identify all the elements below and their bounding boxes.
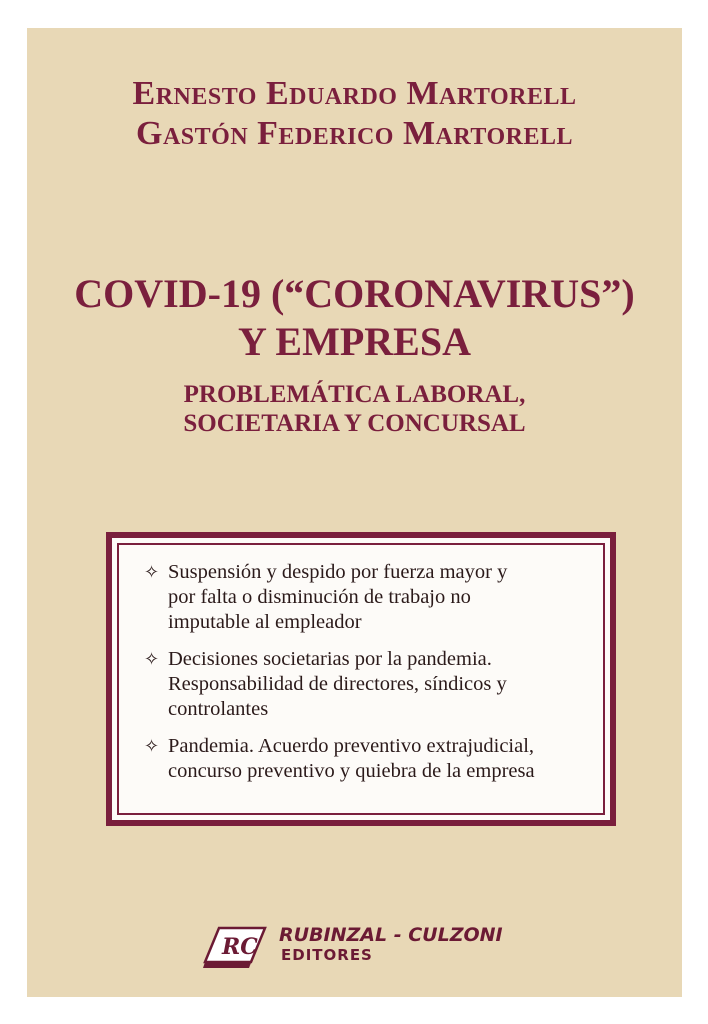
title-line-1: COVID-19 (“CORONAVIRUS”) xyxy=(74,271,635,316)
subtitle-line-2: SOCIETARIA Y CONCURSAL xyxy=(183,410,526,437)
list-item xyxy=(144,734,584,784)
list-item-line: imputable al empleador xyxy=(168,611,362,633)
topics-box xyxy=(106,532,616,826)
topics-list xyxy=(144,560,584,796)
publisher-name: RUBINZAL - CULZONI xyxy=(279,924,503,946)
sparkle-bullet-icon: ✧ xyxy=(144,562,160,582)
list-item-line: por falta o disminución de trabajo no xyxy=(168,586,471,608)
authors xyxy=(27,74,682,154)
sparkle-bullet-icon: ✧ xyxy=(144,736,160,756)
list-item-line: Responsabilidad de directores, síndicos y xyxy=(168,673,507,695)
book-title xyxy=(27,270,682,366)
list-item-line: controlantes xyxy=(168,698,269,720)
publisher-subtitle: EDITORES xyxy=(281,946,373,964)
book-cover xyxy=(27,28,682,997)
title-line-2: Y EMPRESA xyxy=(238,319,471,364)
list-item-line: concurso preventivo y quiebra de la empresa xyxy=(168,760,535,782)
list-item xyxy=(144,647,584,722)
list-item xyxy=(144,560,584,635)
list-item-line: Decisiones societarias por la pandemia. xyxy=(168,648,492,670)
list-item-line: Pandemia. Acuerdo preventivo extrajudicial, xyxy=(168,735,535,757)
list-item-line: Suspensión y despido por fuerza mayor y xyxy=(168,561,508,583)
book-subtitle xyxy=(27,380,682,438)
publisher-logo xyxy=(199,922,539,972)
logo-letters: RC xyxy=(222,934,258,960)
subtitle-line-1: PROBLEMÁTICA LABORAL, xyxy=(183,381,526,408)
book-rc-logo-icon xyxy=(199,922,271,972)
author-2: Gastón Federico Martorell xyxy=(136,115,573,152)
author-1: Ernesto Eduardo Martorell xyxy=(132,75,577,112)
sparkle-bullet-icon: ✧ xyxy=(144,649,160,669)
